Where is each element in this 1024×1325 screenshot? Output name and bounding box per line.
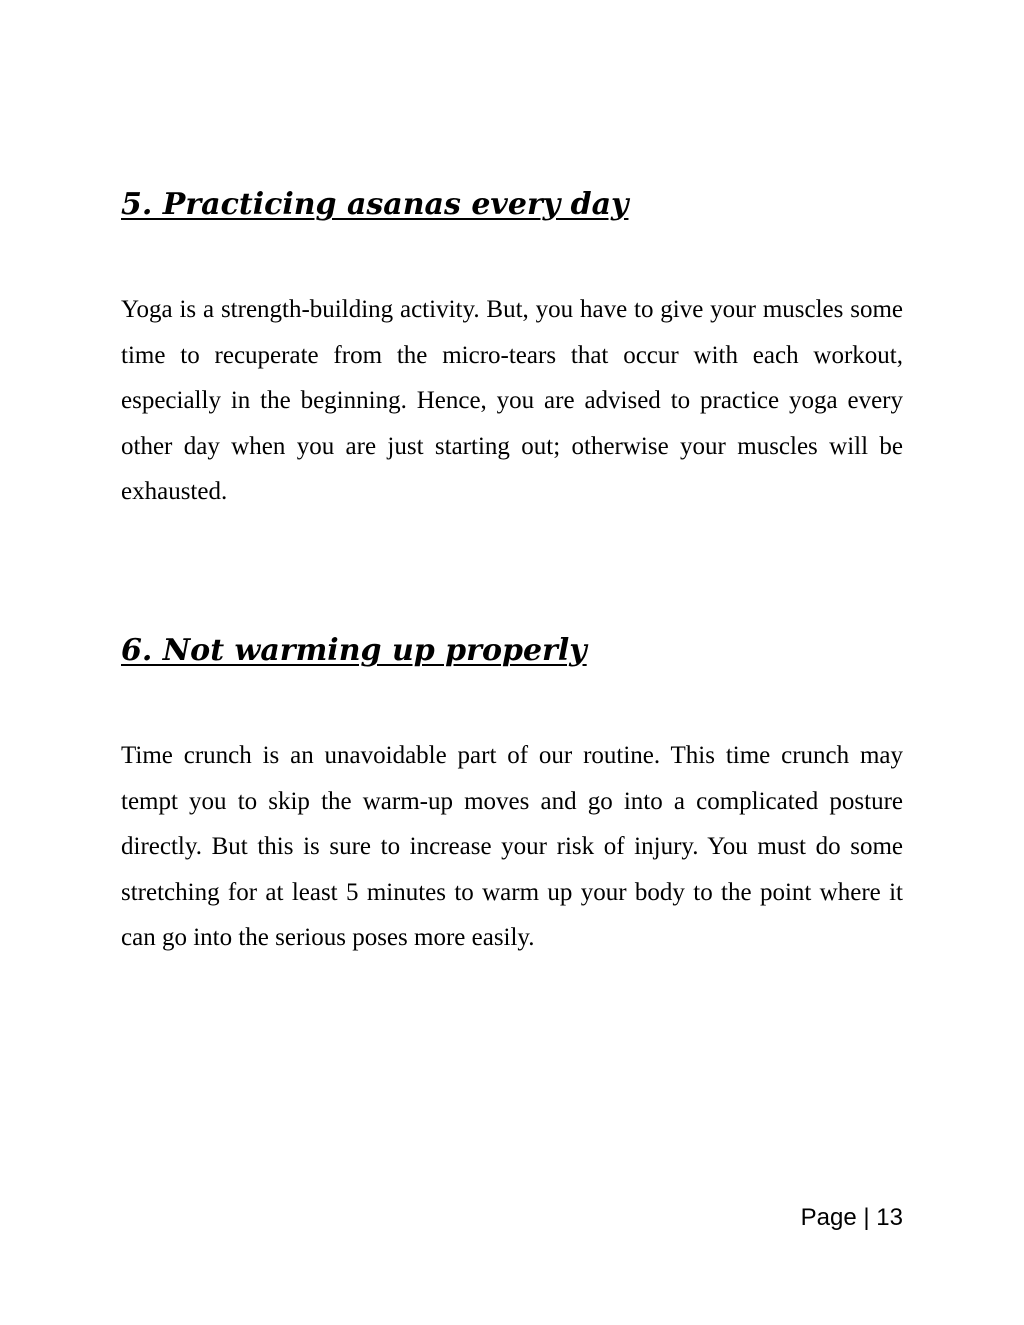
page-number: Page | 13 bbox=[800, 1204, 903, 1231]
section-heading-practicing-asanas: 5. Practicing asanas every day bbox=[121, 187, 629, 222]
section-paragraph-practicing-asanas: Yoga is a strength-building activity. But, you have to give your muscles some time to recuperate from the micro-tears that occur with each workout, especially in the beginning. Hence, you are advised to practice yoga every other day when you are just starting out; otherwise your muscles will be exhausted. bbox=[121, 296, 903, 506]
section-heading-warming-up: 6. Not warming up properly bbox=[121, 633, 587, 668]
section-paragraph-warming-up: Time crunch is an unavoidable part of our routine. This time crunch may tempt you to skip the warm-up moves and go into a complicated posture directly. But this is sure to increase your risk of injury. You must do some stretching for at least 5 minutes to warm up your body to the point where it can go into the serious poses more easily. bbox=[121, 742, 903, 952]
